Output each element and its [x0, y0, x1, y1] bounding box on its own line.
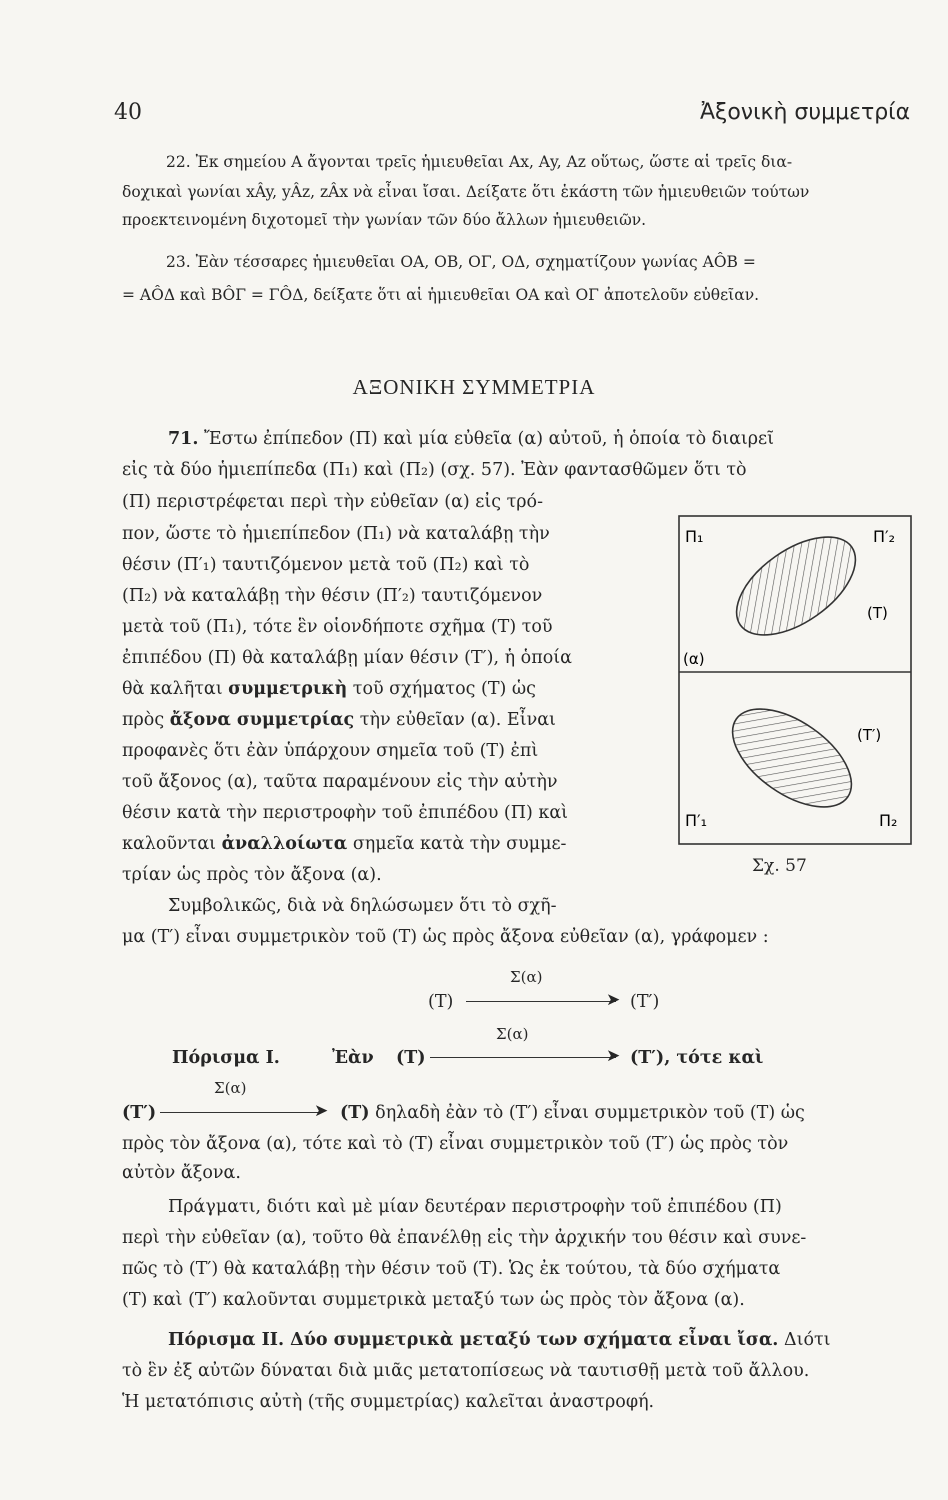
- section-title: ΑΞΟΝΙΚΗ ΣΥΜΜΕΤΡΙΑ: [352, 375, 596, 399]
- porisma1-line3: πρὸς τὸν ἄξονα (α), τότε καὶ τὸ (Τ) εἶναι συμμετρικὸν τοῦ (Τ′) ὡς πρὸς τὸν: [122, 1134, 789, 1154]
- exercise-22-line1: [166, 150, 792, 174]
- proof-line4: (Τ) καὶ (Τ′) καλοῦνται συμμετρικὰ μεταξύ των ὡς πρὸς τὸν ἄξονα (α).: [122, 1290, 745, 1310]
- label-p2-top: Π′₂: [873, 527, 896, 546]
- para71-line5: θέσιν (Π′₁) ταυτιζόμενον μετὰ τοῦ (Π₂) καὶ τὸ: [122, 555, 530, 575]
- label-p2-bottom: Π₂: [879, 811, 898, 830]
- arrow-head-icon: ➤: [606, 1046, 621, 1066]
- porisma1-sigma-above: Σ(α): [214, 1079, 247, 1097]
- formula-left: (Τ): [428, 992, 454, 1012]
- porisma1-result: (Τ′), τότε καὶ: [630, 1048, 764, 1068]
- figure-caption: Σχ. 57: [752, 856, 807, 876]
- para71-line6: (Π₂) νὰ καταλάβῃ τὴν θέσιν (Π′₂) ταυτιζόμενον: [122, 586, 543, 606]
- text: σημεῖα κατὰ τὴν συμμε-: [347, 834, 567, 854]
- para71-line10: [122, 708, 556, 732]
- paragraph-number: 71.: [168, 429, 199, 449]
- porisma1-arrow: [430, 1057, 616, 1058]
- exercise-22-line2: δοχικαὶ γωνίαι xÂy, yÂz, zÂx νὰ εἶναι ἴσαι. Δείξατε ὅτι ἑκάστη τῶν ἡμιευθειῶν τούτων: [122, 183, 810, 201]
- text: Διότι: [778, 1330, 831, 1350]
- term-invariant: ἀναλλοίωτα: [221, 834, 348, 854]
- porisma1-T: (Τ): [396, 1048, 426, 1068]
- exercise-number: 22.: [166, 153, 191, 171]
- para71-line7: μετὰ τοῦ (Π₁), τότε ἓν οἱονδήποτε σχῆμα (Τ) τοῦ: [122, 617, 553, 637]
- porisma1-line2-T: (Τ′): [122, 1103, 157, 1123]
- exercise-text: Ἐὰν τέσσαρες ἡμιευθεῖαι ΟΑ, ΟΒ, ΟΓ, ΟΔ, σχηματίζουν γωνίας ΑÔΒ =: [195, 253, 756, 271]
- exercise-number: 23.: [166, 253, 191, 271]
- para71-line1: [168, 427, 774, 451]
- porisma1-sigma-below: Σ(α): [496, 1025, 529, 1043]
- formula-right: (Τ′): [630, 992, 660, 1012]
- page-number: 40: [114, 100, 142, 125]
- porisma2-line1: [168, 1328, 831, 1352]
- porisma1-line2: [340, 1101, 805, 1125]
- text: δηλαδὴ ἐὰν τὸ (Τ′) εἶναι συμμετρικὸν τοῦ (Τ) ὡς: [369, 1103, 805, 1123]
- running-title: Ἀξονικὴ συμμετρία: [700, 100, 911, 125]
- porisma1-label: Πόρισμα Ι.: [172, 1048, 280, 1068]
- formula-arrow: [466, 1001, 616, 1002]
- term-axis: ἄξονα συμμετρίας: [169, 710, 355, 730]
- exercise-23-line2: = ΑÔΔ καὶ ΒÔΓ = ΓÔΔ, δείξατε ὅτι αἱ ἡμιευθεῖαι ΟΑ καὶ ΟΓ ἀποτελοῦν εὐθεῖαν.: [122, 286, 760, 304]
- arrow-head-icon: ➤: [606, 990, 621, 1010]
- label-T: (Τ): [867, 604, 888, 622]
- text: θὰ καλῆται: [122, 679, 229, 699]
- para71-line4: πον, ὥστε τὸ ἡμιεπίπεδον (Π₁) νὰ καταλάβῃ τὴν: [122, 524, 550, 544]
- para71-line3: (Π) περιστρέφεται περὶ τὴν εὐθεῖαν (α) εἰς τρό-: [122, 492, 543, 512]
- label-alpha: (α): [683, 650, 705, 668]
- label-p1-top: Π₁: [685, 527, 704, 546]
- figure-57: [677, 514, 917, 854]
- porisma2-line3: Ἡ μετατόπισις αὐτὴ (τῆς συμμετρίας) καλεῖται ἀναστροφή.: [122, 1392, 655, 1412]
- para71-line17: μα (Τ′) εἶναι συμμετρικὸν τοῦ (Τ) ὡς πρὸς ἄξονα εὐθεῖαν (α), γράφομεν :: [122, 927, 769, 947]
- para71-line15: τρίαν ὡς πρὸς τὸν ἄξονα (α).: [122, 865, 382, 885]
- exercise-text: Ἐκ σημείου Α ἄγονται τρεῖς ἡμιευθεῖαι Αx, Αy, Αz οὕτως, ὥστε αἱ τρεῖς δια-: [195, 153, 793, 171]
- label-p1-bottom: Π′₁: [685, 811, 708, 830]
- porisma2-label: Πόρισμα ΙΙ. Δύο συμμετρικὰ μεταξύ των σχήματα εἶναι ἴσα.: [168, 1330, 779, 1350]
- porisma1-arrow2: [160, 1112, 320, 1113]
- para-text: Ἔστω ἐπίπεδον (Π) καὶ μία εὐθεῖα (α) αὐτοῦ, ἡ ὁποία τὸ διαιρεῖ: [204, 429, 774, 449]
- porisma1-line4: αὐτὸν ἄξονα.: [122, 1163, 241, 1183]
- proof-line1: Πράγματι, διότι καὶ μὲ μίαν δευτέραν περιστροφὴν τοῦ ἐπιπέδου (Π): [168, 1197, 782, 1217]
- figure-T-prime: [716, 690, 869, 827]
- term-symmetric: συμμετρικὴ: [228, 679, 348, 699]
- porisma1-if: Ἐὰν: [332, 1048, 374, 1068]
- proof-line3: πῶς τὸ (Τ′) θὰ καταλάβῃ τὴν θέσιν τοῦ (Τ). Ὡς ἐκ τούτου, τὰ δύο σχήματα: [122, 1259, 781, 1279]
- para71-line13: θέσιν κατὰ τὴν περιστροφὴν τοῦ ἐπιπέδου (Π) καὶ: [122, 803, 569, 823]
- para71-line8: ἐπιπέδου (Π) θὰ καταλάβῃ μίαν θέσιν (Τ′), ἡ ὁποία: [122, 648, 572, 668]
- text: τοῦ σχήματος (Τ) ὡς: [347, 679, 536, 699]
- para71-line2: εἰς τὰ δύο ἡμιεπίπεδα (Π₁) καὶ (Π₂) (σχ. 57). Ἐὰν φαντασθῶμεν ὅτι τὸ: [122, 460, 747, 480]
- formula-sigma: Σ(α): [510, 968, 543, 986]
- arrow-head-icon: ➤: [314, 1101, 329, 1121]
- para71-line9: [122, 677, 536, 701]
- text: τὴν εὐθεῖαν (α). Εἶναι: [354, 710, 556, 730]
- text: πρὸς: [122, 710, 170, 730]
- label-T-prime: (Τ′): [857, 726, 882, 744]
- para71-line12: τοῦ ἄξονος (α), ταῦτα παραμένουν εἰς τὴν αὐτὴν: [122, 772, 558, 792]
- para71-line14: [122, 832, 566, 856]
- para71-line11: προφανὲς ὅτι ἐὰν ὑπάρχουν σημεῖα τοῦ (Τ) ἐπὶ: [122, 741, 539, 761]
- figure-T: [720, 518, 873, 655]
- text: καλοῦνται: [122, 834, 222, 854]
- exercise-23-line1: [166, 250, 756, 274]
- proof-line2: περὶ τὴν εὐθεῖαν (α), τοῦτο θὰ ἐπανέλθῃ εἰς τὴν ἀρχικήν του θέσιν καὶ συνε-: [122, 1228, 807, 1248]
- para71-line16: Συμβολικῶς, διὰ νὰ δηλώσωμεν ὅτι τὸ σχῆ-: [168, 896, 557, 916]
- text: (Τ): [340, 1103, 370, 1123]
- exercise-22-line3: προεκτεινομένη διχοτομεῖ τὴν γωνίαν τῶν δύο ἄλλων ἡμιευθειῶν.: [122, 211, 647, 229]
- porisma2-line2: τὸ ἓν ἐξ αὐτῶν δύναται διὰ μιᾶς μετατοπίσεως νὰ ταυτισθῇ μετὰ τοῦ ἄλλου.: [122, 1361, 810, 1381]
